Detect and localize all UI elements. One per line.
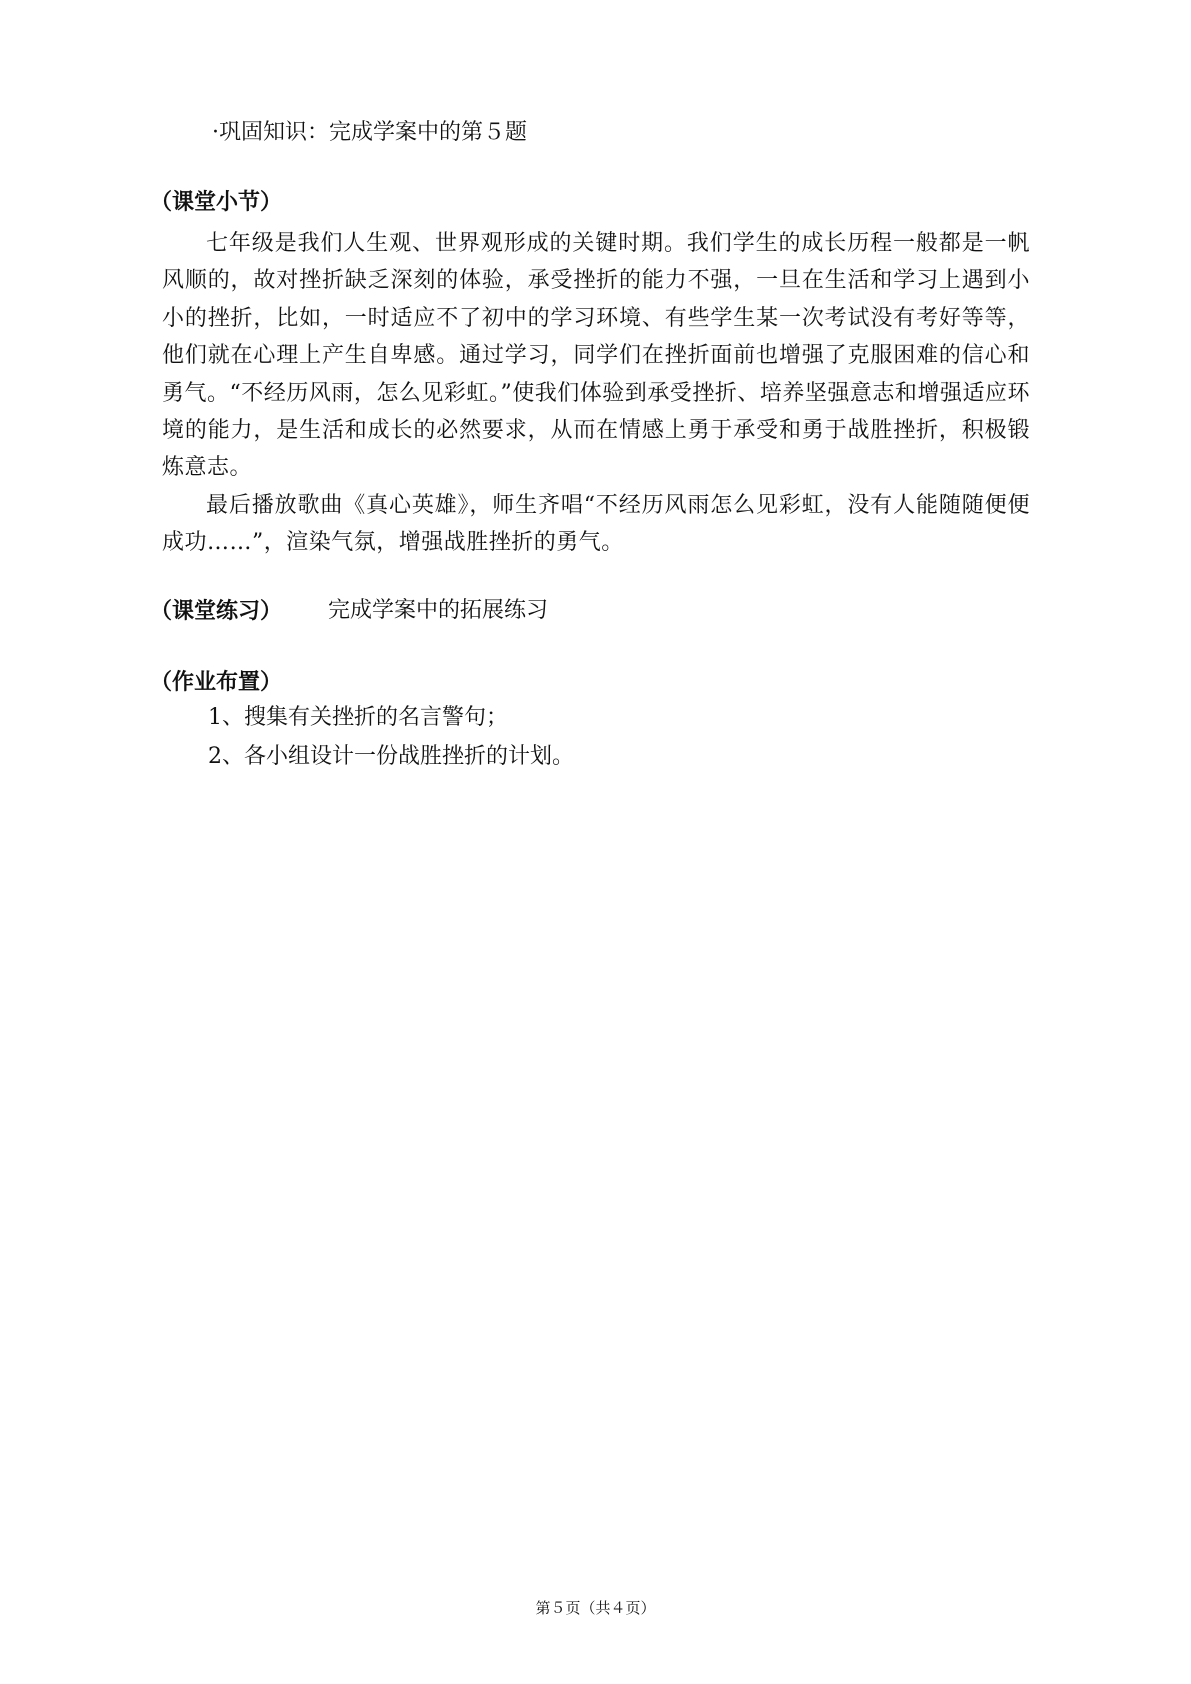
exercise-text: 完成学案中的拓展练习 <box>328 598 549 623</box>
section-heading-exercise: （课堂练习） <box>150 598 283 624</box>
page-number-footer: 第５页（共４页） <box>535 1599 656 1617</box>
consolidate-knowledge-line: ·巩固知识：完成学案中的第５题 <box>212 120 527 145</box>
summary-paragraph-1: 七年级是我们人生观、世界观形成的关键时期。我们学生的成长历程一般都是一帆风顺的，故对挫折缺乏深刻的体验，承受挫折的能力不强，一旦在生活和学习上遇到小小的挫折，比如，一时适应不了初中的学习环境、有些学生某一次考试没有考好等等，他们就在心理上产生自卑感。通过学习，同学们在挫折面前也增强了克服困难的信心和勇气。“不经历风雨，怎么见彩虹。”使我们体验到承受挫折、培养坚强意志和增强适应环境的能力，是生活和成长的必然要求，从而在情感上勇于承受和勇于战胜挫折，积极锻炼意志。 <box>162 231 1030 481</box>
homework-item-1: 1、搜集有关挫折的名言警句； <box>208 705 508 730</box>
summary-paragraph-2: 最后播放歌曲《真心英雄》，师生齐唱“不经历风雨怎么见彩虹，没有人能随随便便成功……”，渲染气氛，增强战胜挫折的勇气。 <box>162 493 1030 556</box>
homework-item-2: 2、各小组设计一份战胜挫折的计划。 <box>208 744 574 769</box>
section-heading-homework: （作业布置） <box>150 669 283 695</box>
section-heading-summary: （课堂小节） <box>150 189 283 215</box>
